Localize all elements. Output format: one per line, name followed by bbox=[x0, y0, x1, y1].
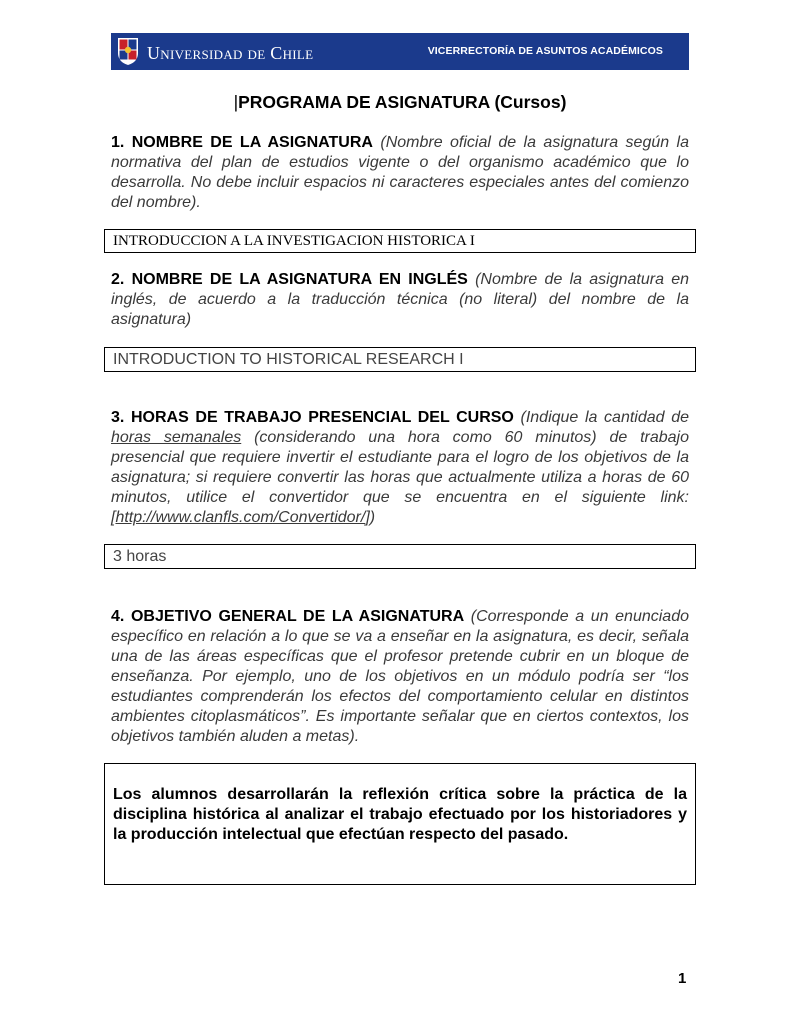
university-name: Universidad de Chile bbox=[147, 43, 314, 63]
section-3-text bbox=[111, 408, 689, 528]
section-4-text bbox=[111, 607, 689, 747]
section-1-text bbox=[111, 133, 689, 213]
section-3-description-end: ]) bbox=[365, 509, 376, 526]
section-2-description: (Nombre de la asignatura en inglés, de acuerdo a la traducción técnica (no literal) del nombre de la asignatura) bbox=[111, 271, 689, 328]
general-objective: Los alumnos desarrollarán la reflexión crítica sobre la práctica de la disciplina histórica al analizar el trabajo efectuado por los historiadores y la producción intelectual que efectúan respecto del pasado. bbox=[113, 786, 687, 843]
section-3-heading: 3. HORAS DE TRABAJO PRESENCIAL DEL CURSO bbox=[111, 409, 514, 426]
header-banner bbox=[111, 33, 689, 70]
university-shield-icon bbox=[117, 36, 139, 66]
page-number: 1 bbox=[678, 970, 687, 987]
weekly-hours-underlined: horas semanales bbox=[111, 429, 242, 446]
course-name-english: INTRODUCTION TO HISTORICAL RESEARCH I bbox=[113, 350, 464, 368]
section-2-heading: 2. NOMBRE DE LA ASIGNATURA EN INGLÉS bbox=[111, 271, 468, 288]
section-2-value-box bbox=[104, 347, 696, 372]
section-3-description-post: (considerando una hora como 60 minutos) de trabajo presencial que requiere invertir el estudiante para el logro de los objetivos de la asignatura; si requiere convertir las horas que actualmente utiliza a horas de 60 minutos, utilice el convertidor que se encuentra en el siguiente link: [ bbox=[111, 429, 690, 526]
document-title: |PROGRAMA DE ASIGNATURA (Cursos) bbox=[233, 92, 567, 112]
section-4-description: (Corresponde a un enunciado específico en relación a lo que se va a enseñar en la asignatura, es decir, señala una de las áreas específicas que el profesor pretende cubrir en un bloque de enseñanza. Por ejemplo, uno de los objetivos en un módulo podría ser “los estudiantes comprenderán los efectos del comportamiento celular en distintos ambientes citoplasmáticos”. Es importante señalar que en ciertos contextos, los objetivos también aluden a metas). bbox=[111, 608, 689, 745]
section-3-description-pre: (Indique la cantidad de bbox=[520, 409, 689, 426]
converter-link[interactable]: http://www.clanfls.com/Convertidor/ bbox=[115, 509, 366, 526]
section-4-value-box bbox=[104, 763, 696, 885]
section-3-value-box bbox=[104, 544, 696, 569]
course-name: INTRODUCCION A LA INVESTIGACION HISTORICA I bbox=[113, 232, 475, 249]
vicerrectoria-label: VICERRECTORÍA DE ASUNTOS ACADÉMICOS bbox=[427, 45, 663, 57]
section-1-heading: 1. NOMBRE DE LA ASIGNATURA bbox=[111, 134, 373, 151]
section-2-text bbox=[111, 270, 689, 330]
section-1-description: (Nombre oficial de la asignatura según la normativa del plan de estudios vigente o del organismo académico que lo desarrolla. No debe incluir espacios ni caracteres especiales antes del comienzo del nombre). bbox=[111, 134, 690, 211]
section-4-heading: 4. OBJETIVO GENERAL DE LA ASIGNATURA bbox=[111, 608, 465, 625]
section-1-value-box bbox=[104, 229, 696, 253]
course-hours: 3 horas bbox=[113, 547, 167, 565]
